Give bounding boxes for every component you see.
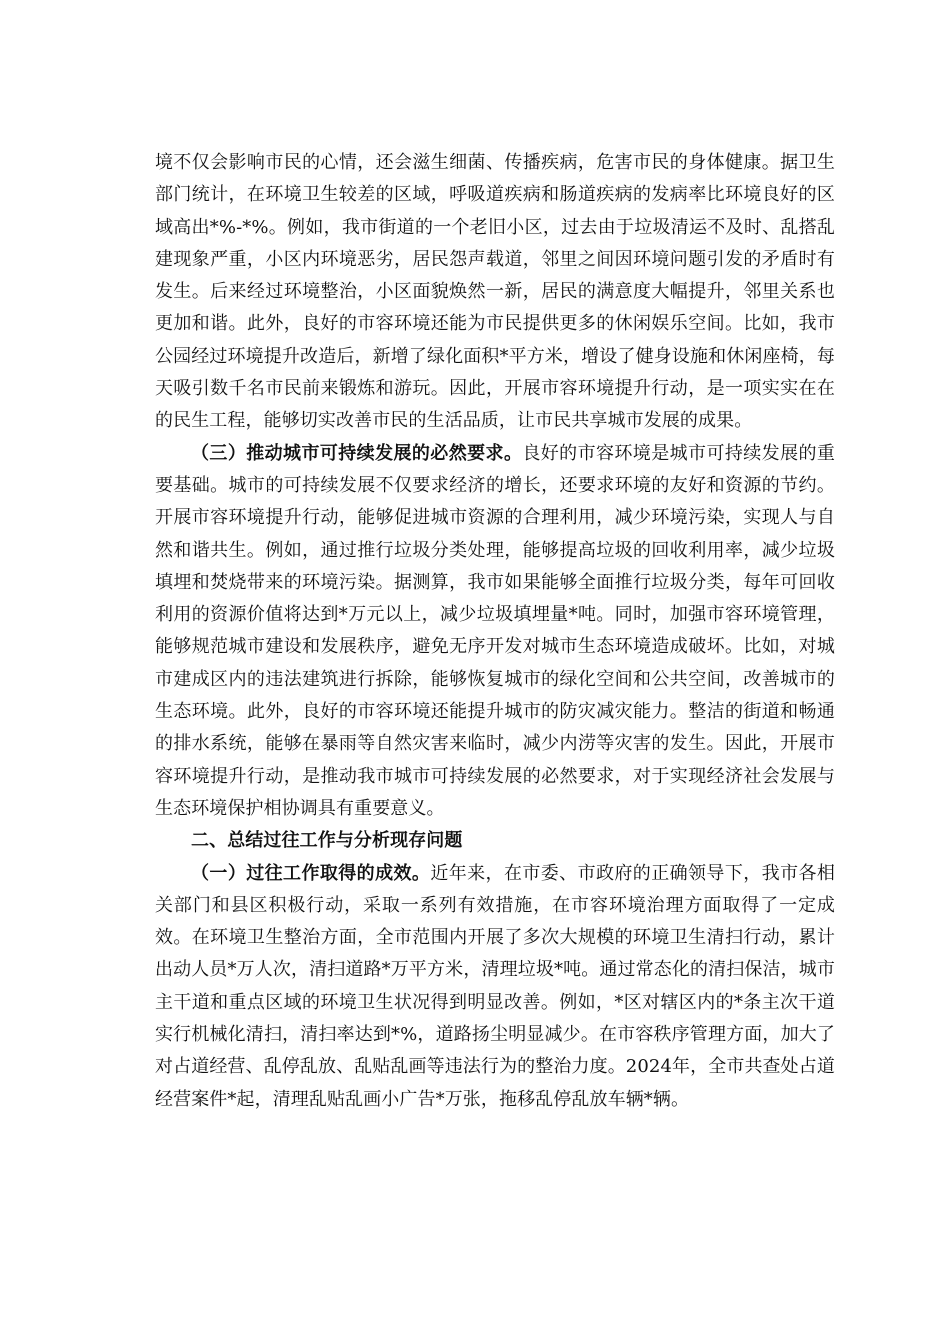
document-body	[155, 147, 835, 1116]
section-3-body: 良好的市容环境是城市可持续发展的重要基础。城市的可持续发展不仅要求经济的增长，还要求环境的友好和资源的节约。开展市容环境提升行动，能够促进城市资源的合理利用，减少环境污染，实现人与自然和谐共生。例如，通过推行垃圾分类处理，能够提高垃圾的回收利用率，减少垃圾填埋和焚烧带来的环境污染。据测算，我市如果能够全面推行垃圾分类，每年可回收利用的资源价值将达到*万元以上，减少垃圾填埋量*吨。同时，加强市容环境管理，能够规范城市建设和发展秩序，避免无序开发对城市生态环境造成破坏。比如，对城市建成区内的违法建筑进行拆除，能够恢复城市的绿化空间和公共空间，改善城市的生态环境。此外，良好的市容环境还能提升城市的防灾减灾能力。整洁的街道和畅通的排水系统，能够在暴雨等自然灾害来临时，减少内涝等灾害的发生。因此，开展市容环境提升行动，是推动我市城市可持续发展的必然要求，对于实现经济社会发展与生态环境保护相协调具有重要意义。	[155, 442, 835, 819]
part-2-heading: 二、总结过往工作与分析现存问题	[191, 830, 463, 852]
section-3-heading: （三）推动城市可持续发展的必然要求。	[191, 442, 523, 464]
paragraph-section-3	[155, 438, 835, 826]
subsection-1-body: 近年来，在市委、市政府的正确领导下，我市各相关部门和县区积极行动，采取一系列有效措施，在市容环境治理方面取得了一定成效。在环境卫生整治方面，全市范围内开展了多次大规模的环境卫生清扫行动，累计出动人员*万人次，清扫道路*万平方米，清理垃圾*吨。通过常态化的清扫保洁，城市主干道和重点区域的环境卫生状况得到明显改善。例如，*区对辖区内的*条主次干道实行机械化清扫，清扫率达到*%，道路扬尘明显减少。在市容秩序管理方面，加大了对占道经营、乱停乱放、乱贴乱画等违法行为的整治力度。2024年，全市共查处占道经营案件*起，清理乱贴乱画小广告*万张，拖移乱停乱放车辆*辆。	[155, 862, 835, 1110]
paragraph-continuation: 境不仅会影响市民的心情，还会滋生细菌、传播疾病，危害市民的身体健康。据卫生部门统计，在环境卫生较差的区域，呼吸道疾病和肠道疾病的发病率比环境良好的区域高出*%-*%。例如，我市街道的一个老旧小区，过去由于垃圾清运不及时、乱搭乱建现象严重，小区内环境恶劣，居民怨声载道，邻里之间因环境问题引发的矛盾时有发生。后来经过环境整治，小区面貌焕然一新，居民的满意度大幅提升，邻里关系也更加和谐。此外，良好的市容环境还能为市民提供更多的休闲娱乐空间。比如，我市公园经过环境提升改造后，新增了绿化面积*平方米，增设了健身设施和休闲座椅，每天吸引数千名市民前来锻炼和游玩。因此，开展市容环境提升行动，是一项实实在在的民生工程，能够切实改善市民的生活品质，让市民共享城市发展的成果。	[155, 152, 835, 432]
subsection-1-heading: （一）过往工作取得的成效。	[191, 862, 431, 884]
paragraph-subsection-1	[155, 858, 835, 1116]
